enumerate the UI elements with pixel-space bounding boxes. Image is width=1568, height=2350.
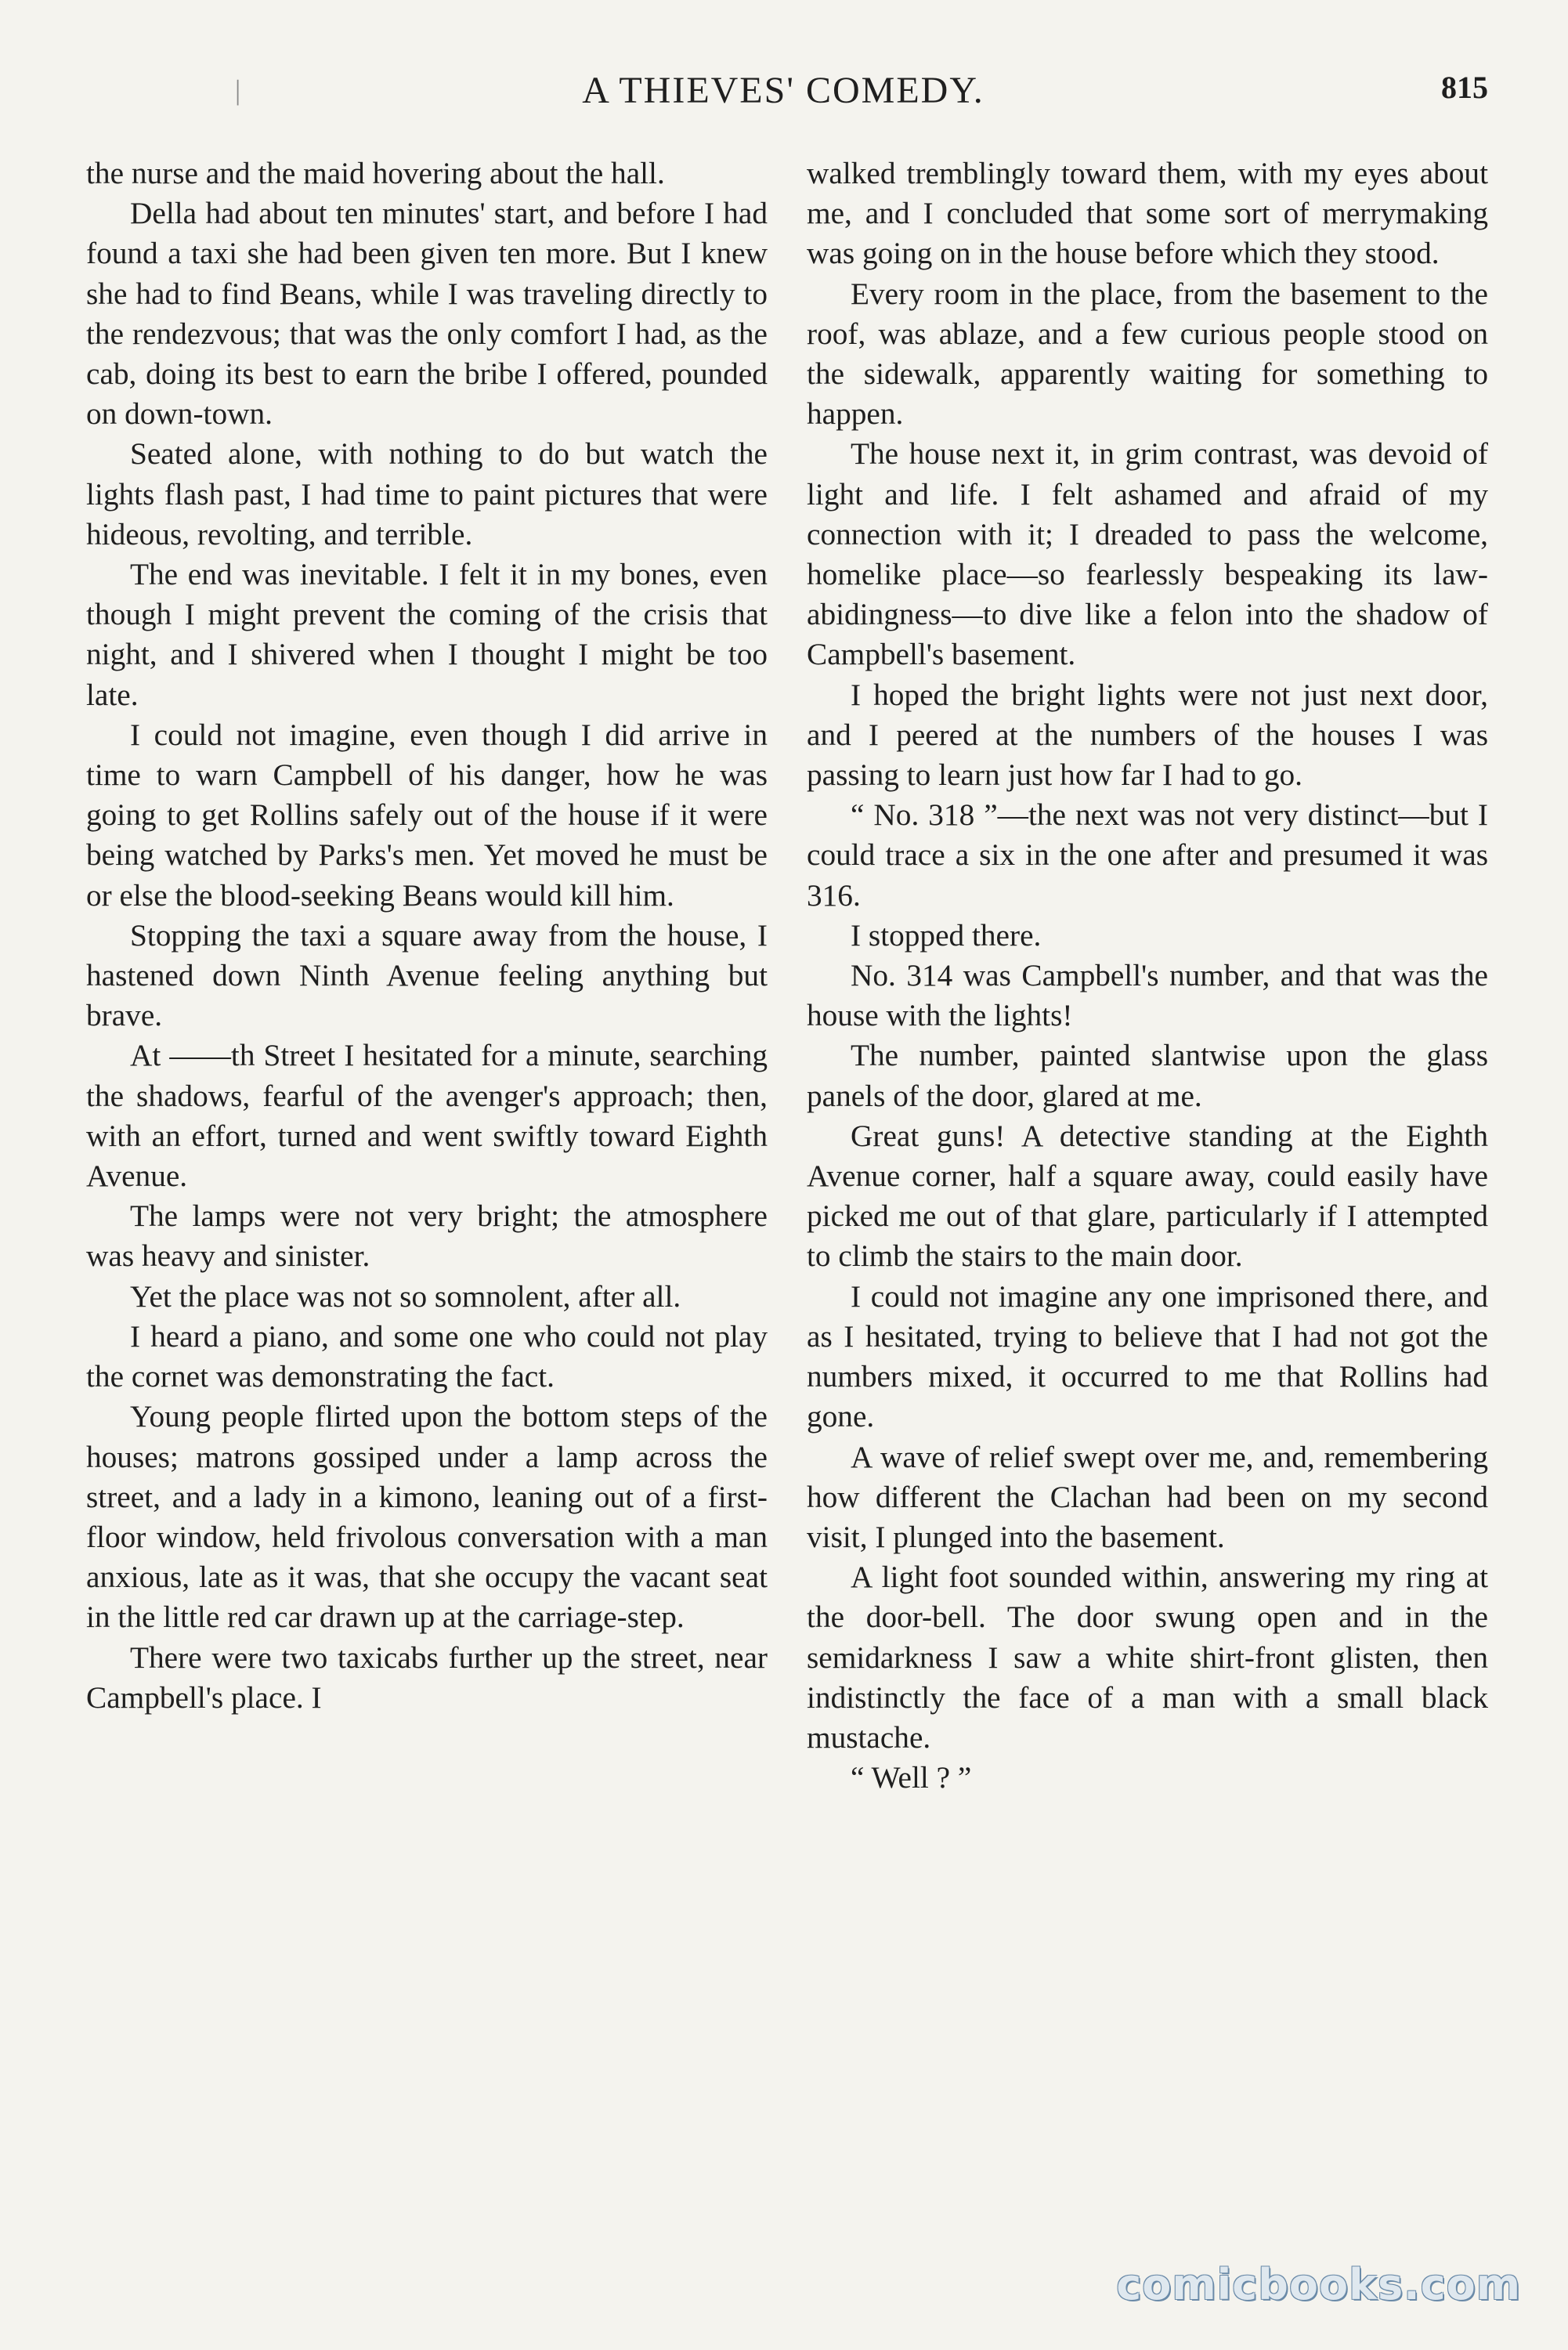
site-watermark: comicbooks.com <box>1116 2260 1521 2309</box>
paragraph: “ Well ? ” <box>851 1760 972 1795</box>
paragraph: The lamps were not very bright; the atmosphere was heavy and sinister. <box>86 1198 768 1274</box>
paragraph: The number, painted slantwise upon the glass panels of the door, glared at me. <box>807 1038 1488 1113</box>
left-column <box>86 154 768 1718</box>
paragraph: I could not imagine, even though I did arrive in time to warn Campbell of his danger, how he was going to get Rollins safely out of the house if it were being watched by Parks's men. Yet moved he must be or else the blood-seeking Beans would kill him. <box>86 717 768 913</box>
paragraph: Yet the place was not so somnolent, after all. <box>130 1278 681 1314</box>
paragraph: A wave of relief swept over me, and, remembering how different the Clachan had been on my second visit, I plunged into the basement. <box>807 1439 1488 1554</box>
running-title: A THIEVES' COMEDY. <box>582 70 985 111</box>
paragraph: No. 314 was Campbell's number, and that was the house with the lights! <box>807 958 1488 1033</box>
paragraph: There were two taxicabs further up the street, near Campbell's place. I <box>86 1640 768 1715</box>
right-column <box>807 154 1488 1798</box>
paragraph: At ——th Street I hesitated for a minute, searching the shadows, fearful of the avenger's approach; then, with an effort, turned and went swiftly toward Eighth Avenue. <box>86 1038 768 1194</box>
paragraph: walked tremblingly toward them, with my eyes about me, and I concluded that some sort of merrymaking was going on in the house before which they stood. <box>807 156 1488 271</box>
paragraph: The end was inevitable. I felt it in my bones, even though I might prevent the coming of the crisis that night, and I shivered when I thought I might be too late. <box>86 557 768 712</box>
page-number: 815 <box>1441 70 1488 105</box>
paragraph: “ No. 318 ”—the next was not very distinct—but I could trace a six in the one after and presumed it was 316. <box>807 797 1488 913</box>
paragraph: the nurse and the maid hovering about the hall. <box>86 156 665 190</box>
paragraph: I could not imagine any one imprisoned there, and as I hesitated, trying to believe that I had not got the numbers mixed, it occurred to me that Rollins had gone. <box>807 1278 1488 1434</box>
paragraph: Every room in the place, from the basement to the roof, was ablaze, and a few curious people stood on the sidewalk, apparently waiting for something to happen. <box>807 276 1488 432</box>
paragraph: Stopping the taxi a square away from the house, I hastened down Ninth Avenue feeling anything but brave. <box>86 917 768 1033</box>
paragraph: I heard a piano, and some one who could not play the cornet was demonstrating the fact. <box>86 1318 768 1394</box>
paragraph: Young people flirted upon the bottom steps of the houses; matrons gossiped under a lamp across the street, and a lady in a kimono, leaning out of a first-floor window, held frivolous conversation with a man anxious, late as it was, that she occupy the vacant seat in the little red car drawn up at the carriage-step. <box>86 1399 768 1635</box>
paragraph: The house next it, in grim contrast, was devoid of light and life. I felt ashamed and afraid of my connection with it; I dreaded to pass the welcome, homelike place—so fearlessly bespeaking its law-abidingness—to dive like a felon into the shadow of Campbell's basement. <box>807 436 1488 672</box>
paragraph: I stopped there. <box>851 917 1042 953</box>
paragraph: Great guns! A detective standing at the Eighth Avenue corner, half a square away, could easily have picked me out of that glare, particularly if I attempted to climb the stairs to the main door. <box>807 1118 1488 1274</box>
paragraph: Seated alone, with nothing to do but watch the lights flash past, I had time to paint pictures that were hideous, revolting, and terrible. <box>86 436 768 551</box>
paragraph: Della had about ten minutes' start, and before I had found a taxi she had been given ten more. But I knew she had to find Beans, while I was traveling directly to the rendezvous; that was the only comfort I had, as the cab, doing its best to earn the bribe I offered, pounded on down-town. <box>86 196 768 432</box>
paragraph: I hoped the bright lights were not just next door, and I peered at the numbers of the houses I was passing to learn just how far I had to go. <box>807 677 1488 793</box>
margin-mark: | <box>235 74 241 106</box>
page-header <box>78 69 1488 124</box>
paragraph: A light foot sounded within, answering my ring at the door-bell. The door swung open and in the semidarkness I saw a white shirt-front glisten, then indistinctly the face of a man with a small black mustache. <box>807 1560 1488 1755</box>
